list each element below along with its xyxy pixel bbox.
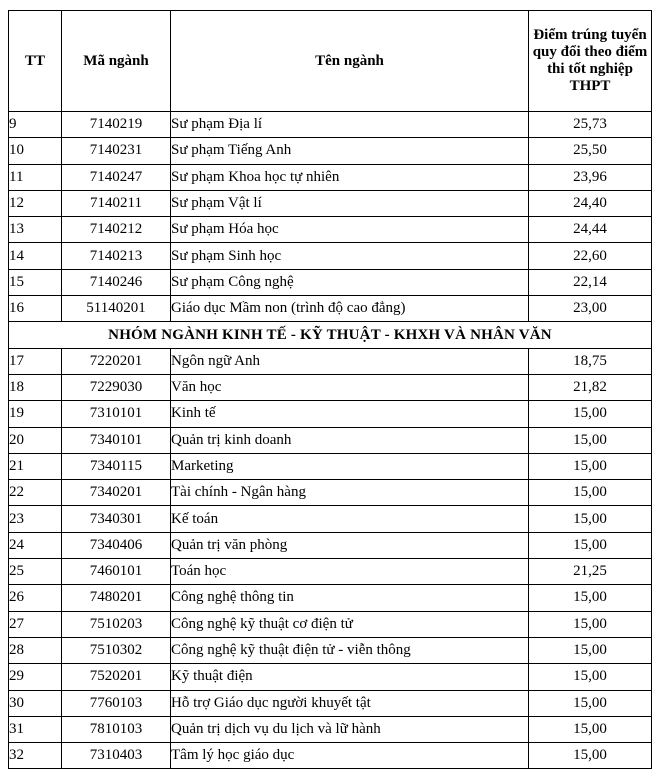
major-name: Marketing (171, 453, 529, 479)
admissions-table (8, 10, 652, 769)
row-number: 26 (9, 585, 62, 611)
major-name: Công nghệ kỹ thuật điện tử - viễn thông (171, 637, 529, 663)
table-row (9, 664, 652, 690)
major-code: 7140213 (62, 243, 171, 269)
admission-score: 15,00 (529, 532, 652, 558)
major-code: 7340406 (62, 532, 171, 558)
major-code: 7310101 (62, 401, 171, 427)
major-name: Sư phạm Sinh học (171, 243, 529, 269)
major-code: 7510302 (62, 637, 171, 663)
admission-score: 15,00 (529, 690, 652, 716)
table-row (9, 269, 652, 295)
admission-score: 22,14 (529, 269, 652, 295)
major-name: Quản trị dịch vụ du lịch và lữ hành (171, 716, 529, 742)
major-code: 7140211 (62, 190, 171, 216)
row-number: 11 (9, 164, 62, 190)
table-row (9, 559, 652, 585)
major-name: Công nghệ kỹ thuật cơ điện tử (171, 611, 529, 637)
admission-score: 15,00 (529, 637, 652, 663)
row-number: 16 (9, 296, 62, 322)
table-row (9, 453, 652, 479)
major-code: 7760103 (62, 690, 171, 716)
major-name: Toán học (171, 559, 529, 585)
row-number: 9 (9, 112, 62, 138)
header-code: Mã ngành (62, 11, 171, 112)
table-row (9, 401, 652, 427)
admission-score: 25,50 (529, 138, 652, 164)
table-row (9, 506, 652, 532)
row-number: 19 (9, 401, 62, 427)
group-heading-row (9, 322, 652, 348)
major-code: 7140212 (62, 217, 171, 243)
major-code: 7340115 (62, 453, 171, 479)
table-row (9, 480, 652, 506)
admission-score: 15,00 (529, 611, 652, 637)
row-number: 31 (9, 716, 62, 742)
major-code: 7310403 (62, 743, 171, 769)
major-code: 7810103 (62, 716, 171, 742)
table-row (9, 164, 652, 190)
admission-score: 15,00 (529, 427, 652, 453)
major-name: Kinh tế (171, 401, 529, 427)
table-body-economics-technology (9, 348, 652, 769)
table-row (9, 348, 652, 374)
row-number: 22 (9, 480, 62, 506)
row-number: 30 (9, 690, 62, 716)
major-code: 7480201 (62, 585, 171, 611)
admission-score: 15,00 (529, 453, 652, 479)
admission-score: 15,00 (529, 743, 652, 769)
major-name: Sư phạm Công nghệ (171, 269, 529, 295)
major-name: Sư phạm Hóa học (171, 217, 529, 243)
table-row (9, 690, 652, 716)
row-number: 14 (9, 243, 62, 269)
group-heading: NHÓM NGÀNH KINH TẾ - KỸ THUẬT - KHXH VÀ NHÂN VĂN (9, 322, 652, 348)
admission-score: 21,25 (529, 559, 652, 585)
major-name: Ngôn ngữ Anh (171, 348, 529, 374)
major-name: Giáo dục Mầm non (trình độ cao đẳng) (171, 296, 529, 322)
table-row (9, 190, 652, 216)
table-body-teacher-education (9, 112, 652, 322)
admission-score: 15,00 (529, 506, 652, 532)
row-number: 24 (9, 532, 62, 558)
major-code: 51140201 (62, 296, 171, 322)
table-row (9, 374, 652, 400)
major-code: 7340301 (62, 506, 171, 532)
major-code: 7229030 (62, 374, 171, 400)
major-name: Kỹ thuật điện (171, 664, 529, 690)
table-header-row (9, 11, 652, 112)
admission-score: 15,00 (529, 716, 652, 742)
table-group (9, 322, 652, 348)
row-number: 10 (9, 138, 62, 164)
table-row (9, 243, 652, 269)
admission-score: 23,00 (529, 296, 652, 322)
admission-score: 21,82 (529, 374, 652, 400)
header-score: Điểm trúng tuyển quy đổi theo điểm thi tốt nghiệp THPT (529, 11, 652, 112)
major-code: 7520201 (62, 664, 171, 690)
table-row (9, 427, 652, 453)
table-row (9, 112, 652, 138)
major-code: 7460101 (62, 559, 171, 585)
major-name: Tâm lý học giáo dục (171, 743, 529, 769)
major-name: Công nghệ thông tin (171, 585, 529, 611)
major-name: Hỗ trợ Giáo dục người khuyết tật (171, 690, 529, 716)
admission-score: 24,40 (529, 190, 652, 216)
row-number: 17 (9, 348, 62, 374)
admission-score: 22,60 (529, 243, 652, 269)
major-name: Văn học (171, 374, 529, 400)
table-row (9, 716, 652, 742)
major-name: Sư phạm Địa lí (171, 112, 529, 138)
row-number: 18 (9, 374, 62, 400)
table-row (9, 611, 652, 637)
row-number: 13 (9, 217, 62, 243)
admission-score: 15,00 (529, 664, 652, 690)
admission-score: 24,44 (529, 217, 652, 243)
admission-score: 23,96 (529, 164, 652, 190)
row-number: 20 (9, 427, 62, 453)
major-code: 7140219 (62, 112, 171, 138)
major-code: 7340201 (62, 480, 171, 506)
admission-score: 15,00 (529, 401, 652, 427)
major-code: 7220201 (62, 348, 171, 374)
table-row (9, 585, 652, 611)
major-name: Quản trị văn phòng (171, 532, 529, 558)
table-row (9, 217, 652, 243)
major-name: Kế toán (171, 506, 529, 532)
table-row (9, 296, 652, 322)
table-row (9, 532, 652, 558)
major-name: Quản trị kinh doanh (171, 427, 529, 453)
table-row (9, 637, 652, 663)
admission-score: 18,75 (529, 348, 652, 374)
table-row (9, 138, 652, 164)
row-number: 25 (9, 559, 62, 585)
major-code: 7140231 (62, 138, 171, 164)
major-name: Tài chính - Ngân hàng (171, 480, 529, 506)
major-name: Sư phạm Vật lí (171, 190, 529, 216)
major-code: 7140246 (62, 269, 171, 295)
row-number: 28 (9, 637, 62, 663)
row-number: 29 (9, 664, 62, 690)
admission-score: 25,73 (529, 112, 652, 138)
major-code: 7340101 (62, 427, 171, 453)
row-number: 15 (9, 269, 62, 295)
header-name: Tên ngành (171, 11, 529, 112)
header-tt: TT (9, 11, 62, 112)
row-number: 21 (9, 453, 62, 479)
row-number: 23 (9, 506, 62, 532)
row-number: 27 (9, 611, 62, 637)
admission-score: 15,00 (529, 480, 652, 506)
row-number: 12 (9, 190, 62, 216)
table-row (9, 743, 652, 769)
row-number: 32 (9, 743, 62, 769)
major-name: Sư phạm Khoa học tự nhiên (171, 164, 529, 190)
major-code: 7140247 (62, 164, 171, 190)
major-name: Sư phạm Tiếng Anh (171, 138, 529, 164)
major-code: 7510203 (62, 611, 171, 637)
admission-score: 15,00 (529, 585, 652, 611)
